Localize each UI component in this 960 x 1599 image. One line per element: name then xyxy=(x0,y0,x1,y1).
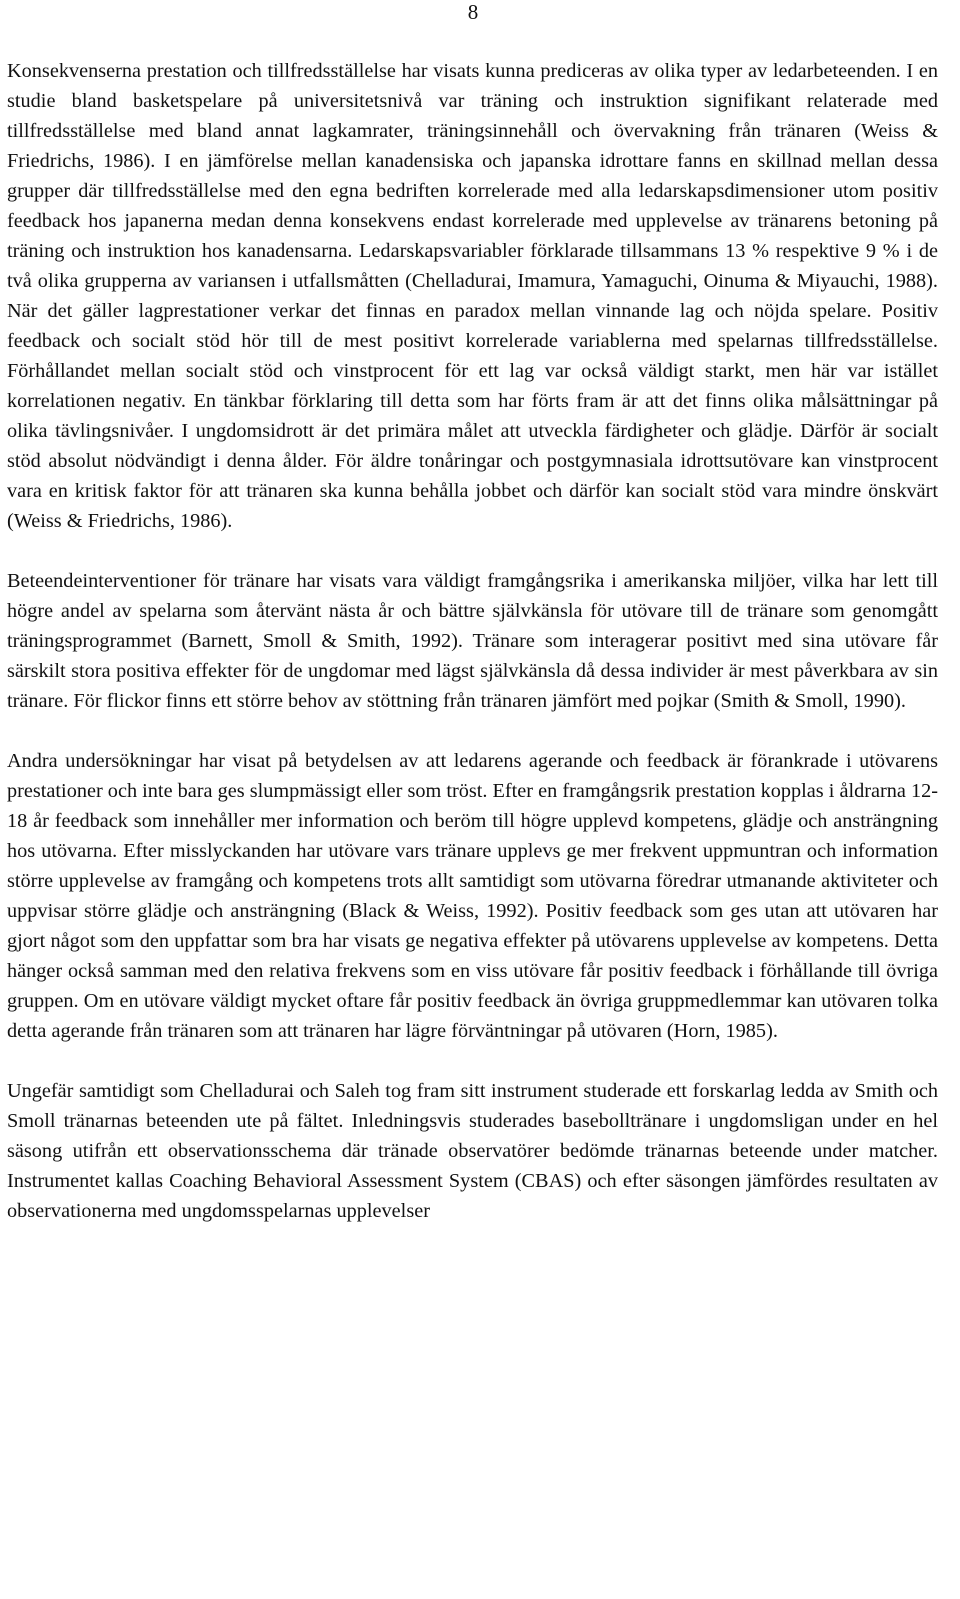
paragraph-4: Ungefär samtidigt som Chelladurai och Saleh tog fram sitt instrument studerade ett forskarlag ledda av Smith och Smoll tränarnas beteenden ute på fältet. Inledningsvis studerades basebolltränare i ungdomsligan under en hel säsong utifrån ett observationsschema där tränade observatörer bedömde tränarnas beteende under matcher. Instrumentet kallas Coaching Behavioral Assessment System (CBAS) och efter säsongen jämfördes resultaten av observationerna med ungdomsspelarnas upplevelser xyxy=(7,1080,938,1222)
paragraph-1: Konsekvenserna prestation och tillfredsställelse har visats kunna prediceras av olika typer av ledarbeteenden. I en studie bland basketspelare på universitetsnivå var träning och instruktion signifikant relaterade med tillfredsställelse med bland annat lagkamrater, träningsinnehåll och övervakning från tränaren (Weiss & Friedrichs, 1986). I en jämförelse mellan kanadensiska och japanska idrottare fanns en skillnad mellan dessa grupper där tillfredsställelse med den egna bedriften korrelerade med alla ledarskapsdimensioner utom positiv feedback hos japanerna medan denna konsekvens endast korrelerade med upplevelse av tränarens betoning på träning och instruktion hos kanadensarna. Ledarskapsvariabler förklarade tillsammans 13 % respektive 9 % i de två olika grupperna av variansen i utfallsmåtten (Chelladurai, Imamura, Yamaguchi, Oinuma & Miyauchi, 1988). När det gäller lagprestationer verkar det finnas en paradox mellan vinnande lag och nöjda spelare. Positiv feedback och socialt stöd hör till de mest positivt korrelerade variablerna med spelarnas tillfredsställelse. Förhållandet mellan socialt stöd och vinstprocent för ett lag var också väldigt starkt, men här var istället korrelationen negativ. En tänkbar förklaring till detta som har förts fram är att det finns olika målsättningar på olika tävlingsnivåer. I ungdomsidrott är det primära målet att utveckla färdigheter och glädje. Därför är socialt stöd absolut nödvändigt i denna ålder. För äldre tonåringar och postgymnasiala idrottsutövare kan vinstprocent vara en kritisk faktor för att tränaren ska kunna behålla jobbet och därför kan socialt stöd vara mindre önskvärt (Weiss & Friedrichs, 1986). xyxy=(7,60,938,532)
paragraph-3: Andra undersökningar har visat på betydelsen av att ledarens agerande och feedback är förankrade i utövarens prestationer och inte bara ges slumpmässigt eller som tröst. Efter en framgångsrik prestation kopplas i åldrarna 12-18 år feedback som innehåller mer information och beröm till högre upplevd kompetens, glädje och ansträngning hos utövarna. Efter misslyckanden har utövare vars tränare upplevs ge mer frekvent uppmuntran och information större upplevelse av framgång och kompetens trots allt samtidigt som utövarna föredrar utmanande aktiviteter och uppvisar större glädje och ansträngning (Black & Weiss, 1992). Positiv feedback som ges utan att utövaren har gjort något som den uppfattar som bra har visats ge negativa effekter på utövarens upplevelse av kompetens. Detta hänger också samman med den relativa frekvens som en viss utövare får positiv feedback i förhållande till övriga gruppen. Om en utövare väldigt mycket oftare får positiv feedback än övriga gruppmedlemmar kan utövaren tolka detta agerande från tränaren som att tränaren har lägre förväntningar på utövaren (Horn, 1985). xyxy=(7,750,938,1042)
document-body xyxy=(7,56,938,1226)
page-number: 8 xyxy=(467,0,479,24)
paragraph-2: Beteendeinterventioner för tränare har visats vara väldigt framgångsrika i amerikanska miljöer, vilka har lett till högre andel av spelarna som återvänt nästa år och bättre självkänsla för utövare till de tränare som genomgått träningsprogrammet (Barnett, Smoll & Smith, 1992). Tränare som interagerar positivt med sina utövare får särskilt stora positiva effekter för de ungdomar med lägst självkänsla då dessa individer är mest påverkbara av sin tränare. För flickor finns ett större behov av stöttning från tränaren jämfört med pojkar (Smith & Smoll, 1990). xyxy=(7,570,938,712)
